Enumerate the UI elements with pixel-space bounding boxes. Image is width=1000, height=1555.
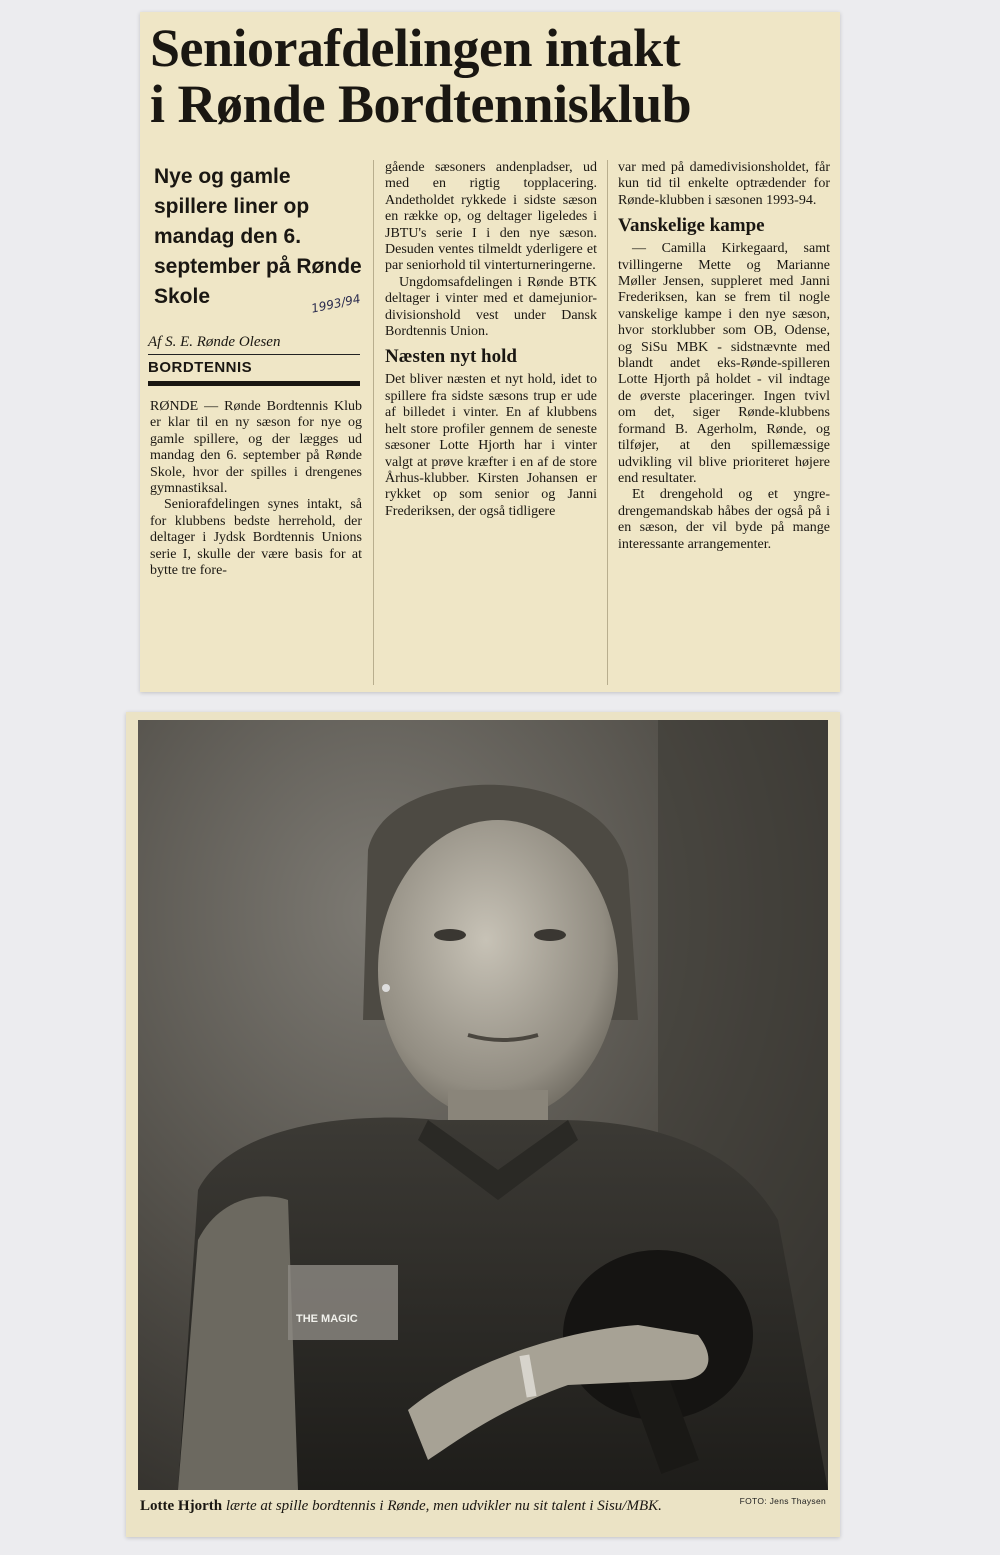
paragraph: gående sæsoners andenpladser, ud med en rigtig topplacering. Andetholdet rykkede i sidste sæson en række op, og deltager ligeledes i JBTU's serie I i den nye sæson. Desuden ventes tilmeldt yderligere et par seniorhold til vinterturneringerne.	[385, 160, 597, 274]
paragraph: RØNDE — Rønde Bordtennis Klub er klar til en ny sæson for nye og gamle spillere, og der lægges ud mandag den 6. september på Rønde Skole, hvor der spilles i drengenes gymnastiksal.	[150, 399, 362, 497]
article-column-1	[150, 399, 362, 579]
shirt-print-text: THE MAGIC	[296, 1313, 358, 1325]
photo-caption	[140, 1498, 700, 1515]
subheading-naesten-nyt-hold: Næsten nyt hold	[385, 346, 517, 368]
photo-clipping	[126, 712, 840, 1537]
subheading-vanskelige-kampe: Vanskelige kampe	[618, 215, 765, 237]
photo-credit: FOTO: Jens Thaysen	[739, 1496, 826, 1506]
paragraph: — Camilla Kirkegaard, samt tvillingerne Mette og Marianne Møller Jensen, suppleret med Janni Frederiksen, kan se frem til nogle vanskelige kampe i den nye sæson, hvor storklubber som OB, Odense, og SiSu MBK - sidstnævnte med blandt andet eks-Rønde-spilleren Lotte Hjorth på holdet - vil indtage de øverste placeringer. Ingen tvivl om det, siger Rønde-klubbens formand B. Agerholm, Rønde, og tilføjer, at den spillemæssige udvikling vil blive prioriteret højere end resultater.	[618, 241, 830, 486]
byline: Af S. E. Rønde Olesen	[148, 334, 360, 355]
player-photo	[138, 720, 828, 1490]
paragraph: Det bliver næsten et nyt hold, idet to spillere fra sidste sæsons trup er ude af billedet i vinter. En af klubbens helt store profiler gennem de seneste sæsoner Lotte Hjorth har i vinter valgt at prøve kræfter i en af de store Århus-klubber. Kirsten Johansen er rykket op som senior og Janni Frederiksen, der også tidligere	[385, 372, 597, 519]
section-label: BORDTENNIS	[148, 359, 360, 386]
caption-text: lærte at spille bordtennis i Rønde, men udvikler nu sit talent i Sisu/MBK.	[222, 1498, 662, 1514]
deck-subheading: Nye og gamle spillere liner op mandag den 6. september på Rønde Skole	[154, 165, 362, 308]
handwritten-date: 1993/94	[310, 291, 362, 316]
headline-line-1: Seniorafdelingen intakt	[150, 18, 681, 78]
paragraph: var med på damedivisionsholdet, får kun tid til enkelte optrædender for Rønde-klubben i sæsonen 1993-94.	[618, 160, 830, 208]
article-clipping	[140, 12, 840, 692]
headline	[150, 20, 830, 132]
caption-name: Lotte Hjorth	[140, 1498, 223, 1514]
paragraph: Seniorafdelingen synes intakt, så for klubbens bedste herrehold, der deltager i Jydsk Bordtennis Unions serie I, skulle der være basis for at bytte tre fore-	[150, 497, 362, 579]
column-divider	[607, 160, 608, 685]
column-divider	[373, 160, 374, 685]
paragraph: Ungdomsafdelingen i Rønde BTK deltager i vinter med et damejunior-divisionshold vest under Dansk Bordtennis Union.	[385, 274, 597, 340]
photo-illustration	[138, 720, 828, 1490]
article-column-3	[618, 160, 830, 553]
article-column-2	[385, 160, 597, 520]
headline-line-2: i Rønde Bordtennisklub	[150, 74, 692, 134]
paragraph: Et drengehold og et yngre-drengemandskab håbes der også på i en sæson, der vil byde på mange interessante arrangementer.	[618, 487, 830, 552]
